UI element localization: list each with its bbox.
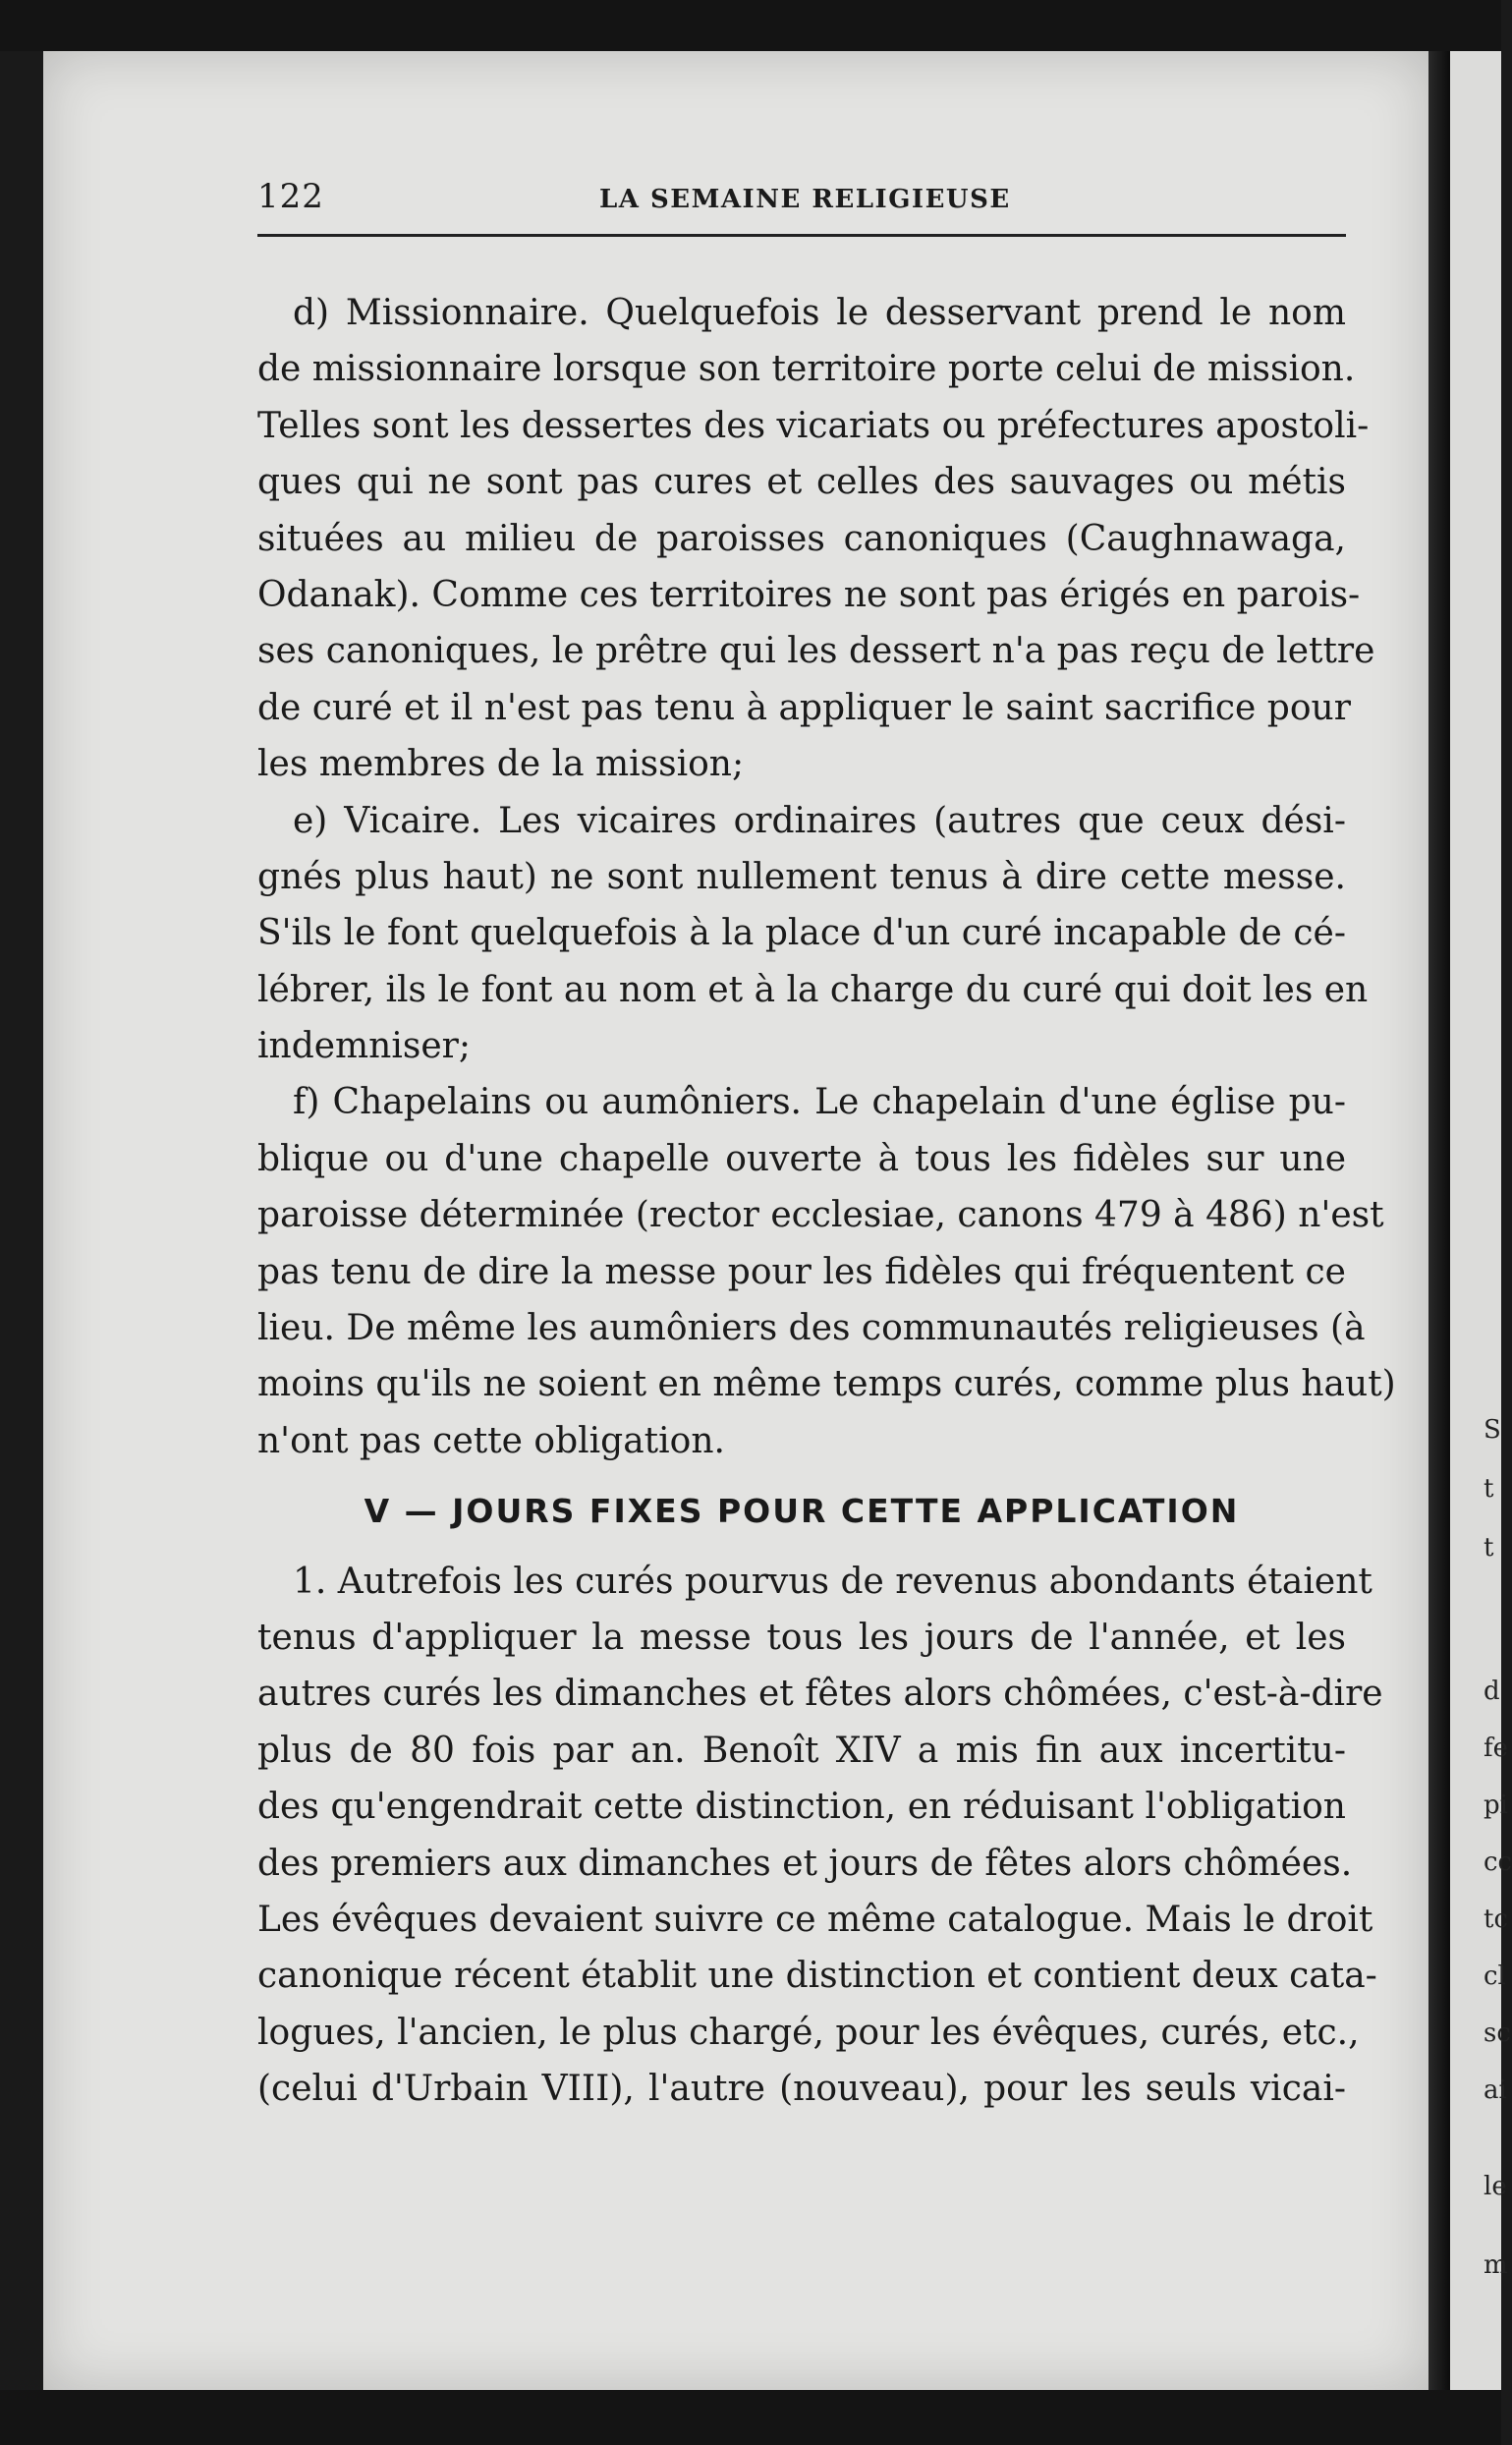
text-line: logues, l'ancien, le plus chargé, pour les évêques, curés, etc., [257, 2012, 1360, 2053]
text-line: autres curés les dimanches et fêtes alors chômées, c'est-à-dire [257, 1674, 1383, 1715]
book-gutter [1428, 51, 1450, 2390]
adjacent-page-fragment: le [1484, 2172, 1507, 2201]
scanner-border-top [0, 0, 1501, 51]
text-line: f) Chapelains ou aumôniers. Le chapelain d'une église pu- [293, 1082, 1346, 1123]
adjacent-page-fragment: t [1484, 1474, 1494, 1504]
page-header [257, 177, 1346, 236]
text-line: de missionnaire lorsque son territoire porte celui de mission. [257, 349, 1356, 390]
text-line: lébrer, ils le font au nom et à la charge du curé qui doit les en [257, 969, 1369, 1010]
adjacent-page-fragment: fe [1484, 1734, 1509, 1763]
section-heading: V — JOURS FIXES POUR CETTE APPLICATION [364, 1492, 1240, 1531]
text-line: ses canoniques, le prêtre qui les dessert n'a pas reçu de lettre [257, 631, 1375, 672]
text-line: gnés plus haut) ne sont nullement tenus à dire cette messe. [257, 856, 1346, 897]
page-body [257, 285, 1396, 2118]
text-line: des qu'engendrait cette distinction, en réduisant l'obligation [257, 1787, 1346, 1828]
body-paragraphs [257, 285, 1396, 1469]
text-line: les membres de la mission; [257, 744, 745, 785]
adjacent-page-fragment: cc [1484, 1848, 1512, 1877]
adjacent-page-fragment: cl [1484, 1962, 1506, 1991]
adjacent-page-fragment: d [1484, 1677, 1500, 1706]
text-line: e) Vicaire. Les vicaires ordinaires (autres que ceux dési- [293, 800, 1346, 841]
text-line: Les évêques devaient suivre ce même catalogue. Mais le droit [257, 1899, 1373, 1940]
text-line: S'ils le font quelquefois à la place d'un curé incapable de cé- [257, 913, 1346, 954]
text-line: de curé et il n'est pas tenu à appliquer le saint sacrifice pour [257, 687, 1351, 728]
text-line: (celui d'Urbain VIII), l'autre (nouveau), pour les seuls vicai- [257, 2069, 1346, 2110]
text-line: des premiers aux dimanches et jours de fêtes alors chômées. [257, 1843, 1353, 1884]
adjacent-page-fragment: ai [1484, 2075, 1507, 2105]
text-line: n'ont pas cette obligation. [257, 1420, 725, 1461]
text-line: 1. Autrefois les curés pourvus de revenus abondants étaient [293, 1561, 1372, 1602]
text-line: canonique récent établit une distinction et contient deux cata- [257, 1956, 1377, 1997]
scanner-border-bottom [0, 2390, 1501, 2445]
section-paragraphs [257, 1554, 1383, 2118]
adjacent-page-fragment: sc [1484, 2019, 1511, 2048]
text-line: d) Missionnaire. Quelquefois le desservant prend le nom [293, 293, 1346, 333]
text-line: Telles sont les dessertes des vicariats ou préfectures apostoli- [257, 405, 1370, 446]
text-line: situées au milieu de paroisses canoniques (Caughnawaga, [257, 518, 1346, 559]
adjacent-page-fragment: tc [1484, 1905, 1509, 1934]
text-line: moins qu'ils ne soient en même temps curés, comme plus haut) [257, 1364, 1396, 1405]
text-line: lieu. De même les aumôniers des communautés religieuses (à [257, 1308, 1366, 1349]
text-line: tenus d'appliquer la messe tous les jours de l'année, et les [257, 1617, 1346, 1658]
text-line: paroisse déterminée (rector ecclesiae, canons 479 à 486) n'est [257, 1195, 1384, 1236]
adjacent-page-fragment: t [1484, 1533, 1494, 1563]
adjacent-page-fragment: S [1484, 1415, 1501, 1445]
text-line: ques qui ne sont pas cures et celles des sauvages ou métis [257, 462, 1346, 503]
text-line: Odanak). Comme ces territoires ne sont pas érigés en parois- [257, 574, 1361, 615]
running-title: LA SEMAINE RELIGIEUSE [599, 185, 1011, 214]
page-number: 122 [257, 177, 324, 216]
adjacent-page-fragment: pi [1484, 1791, 1508, 1820]
text-line: pas tenu de dire la messe pour les fidèles qui fréquentent ce [257, 1251, 1346, 1292]
text-line: plus de 80 fois par an. Benoît XIV a mis fin aux incertitu- [257, 1730, 1346, 1771]
text-line: blique ou d'une chapelle ouverte à tous les fidèles sur une [257, 1138, 1346, 1179]
text-line: indemniser; [257, 1026, 472, 1067]
adjacent-page-fragment: m [1484, 2250, 1508, 2280]
header-rule [257, 234, 1346, 237]
